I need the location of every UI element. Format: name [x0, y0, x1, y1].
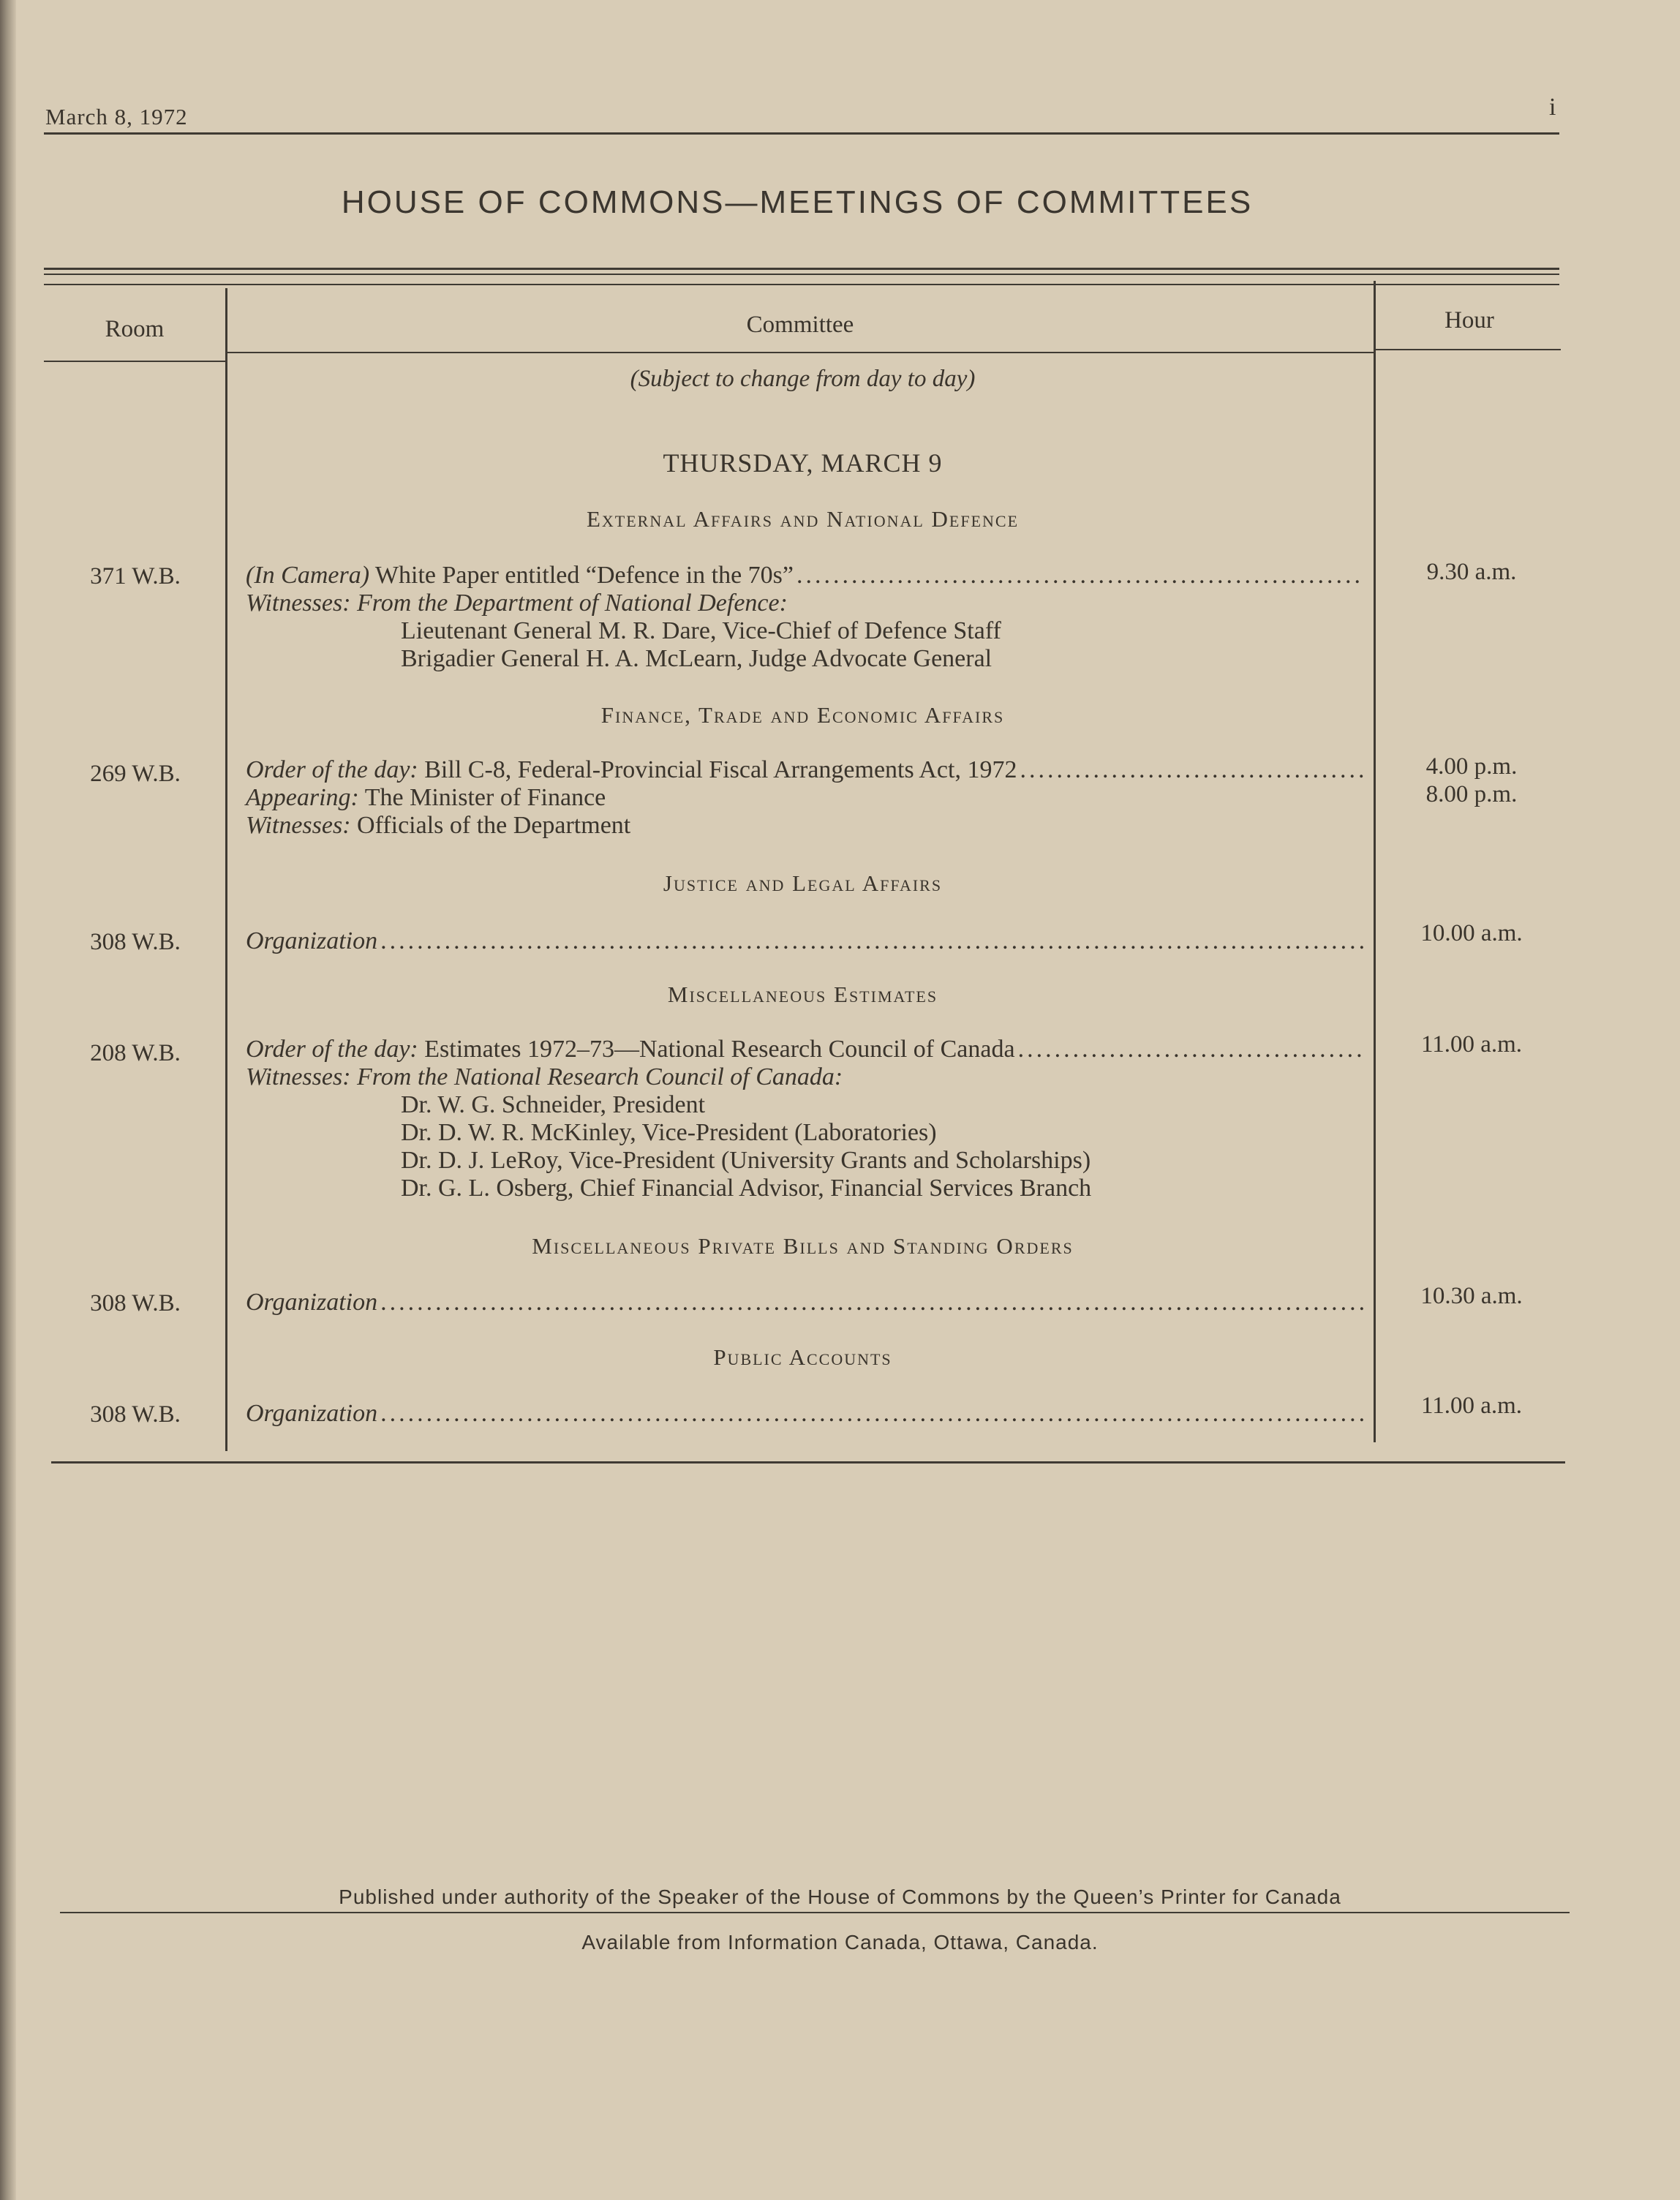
meeting-hour: 4.00 p.m.: [1425, 753, 1518, 780]
committee-entry: [246, 562, 1365, 673]
availability-note: Available from Information Canada, Ottawa, Canada.: [581, 1931, 1099, 1954]
table-top-rule: [44, 268, 1559, 270]
witness-name: Lieutenant General M. R. Dare, Vice-Chief of Defence Staff: [401, 617, 1001, 644]
meeting-hour: 10.30 a.m.: [1420, 1283, 1523, 1309]
header-rule: [44, 132, 1559, 135]
footer-rule: [60, 1912, 1570, 1913]
section-heading: Public Accounts: [713, 1344, 892, 1370]
room-number: 308 W.B.: [90, 1290, 181, 1316]
room-number: 208 W.B.: [90, 1040, 181, 1066]
entry-prefix: Organization: [246, 927, 378, 954]
publisher-note: Published under authority of the Speaker of the House of Commons by the Queen’s Printer for Canada: [339, 1886, 1341, 1908]
section-heading: Miscellaneous Private Bills and Standing Orders: [532, 1233, 1074, 1259]
table-top-rule-lower: [44, 284, 1559, 285]
meeting-hour: 11.00 a.m.: [1420, 1031, 1523, 1058]
committee-entry: [246, 1036, 1365, 1202]
room-number: 308 W.B.: [90, 929, 181, 955]
table-bottom-rule: [51, 1461, 1565, 1463]
meeting-hour: 11.00 a.m.: [1420, 1393, 1523, 1419]
header-date: March 8, 1972: [45, 104, 188, 129]
witness-name: Dr. D. W. R. McKinley, Vice-President (Laboratories): [401, 1119, 937, 1146]
entry-prefix: Order of the day:: [246, 756, 418, 783]
committee-header-rule: [227, 352, 1374, 353]
entry-text: Bill C-8, Federal-Provincial Fiscal Arrangements Act, 1972: [418, 756, 1017, 783]
witnesses-line: Witnesses: From the National Research Council of Canada:: [246, 1063, 843, 1090]
hour-header-rule: [1375, 349, 1561, 350]
page-title: HOUSE OF COMMONS—MEETINGS OF COMMITTEES: [341, 184, 1254, 220]
committee-entry: [246, 756, 1365, 840]
witness-name: Brigadier General H. A. McLearn, Judge Advocate General: [401, 645, 992, 672]
witnesses-line: Witnesses: From the Department of National Defence:: [246, 589, 788, 617]
table-top-rule-inner: [44, 274, 1559, 275]
room-header-rule: [44, 361, 225, 362]
page-number: i: [1549, 94, 1556, 121]
witnesses-line: Witnesses: Officials of the Department: [246, 812, 631, 839]
room-number: 308 W.B.: [90, 1401, 181, 1428]
witness-name: Dr. G. L. Osberg, Chief Financial Advisor, Financial Services Branch: [401, 1175, 1092, 1202]
room-number: 269 W.B.: [90, 761, 181, 787]
witness-name: Dr. D. J. LeRoy, Vice-President (University Grants and Scholarships): [401, 1147, 1091, 1174]
witness-name: Dr. W. G. Schneider, President: [401, 1091, 706, 1118]
column-header-hour: Hour: [1444, 307, 1494, 334]
column-header-committee: Committee: [746, 312, 854, 338]
section-heading: Finance, Trade and Economic Affairs: [600, 702, 1005, 728]
appearing-line: Appearing: The Minister of Finance: [246, 784, 606, 811]
page-binding-edge: [0, 0, 16, 2200]
entry-prefix: Organization: [246, 1289, 378, 1316]
entry-text: Estimates 1972–73—National Research Council of Canada: [418, 1036, 1015, 1063]
hour-column-divider: [1374, 281, 1376, 1442]
day-heading: THURSDAY, MARCH 9: [663, 448, 943, 478]
committee-entry: [246, 927, 1365, 955]
entry-prefix: (In Camera): [246, 562, 370, 589]
meeting-hour: 8.00 p.m.: [1425, 781, 1518, 807]
section-heading: Justice and Legal Affairs: [663, 870, 943, 896]
room-column-divider: [225, 288, 227, 1451]
committee-entry: [246, 1400, 1365, 1428]
section-heading: External Affairs and National Defence: [586, 506, 1020, 532]
committee-entry: [246, 1289, 1365, 1316]
entry-text: White Paper entitled “Defence in the 70s”: [369, 562, 794, 589]
meeting-hour: 10.00 a.m.: [1420, 920, 1523, 946]
meeting-hour: 9.30 a.m.: [1426, 559, 1517, 585]
column-header-room: Room: [105, 316, 165, 342]
room-number: 371 W.B.: [90, 563, 181, 589]
entry-prefix: Organization: [246, 1400, 378, 1427]
subject-note: (Subject to change from day to day): [630, 366, 976, 392]
section-heading: Miscellaneous Estimates: [667, 982, 938, 1007]
entry-prefix: Order of the day:: [246, 1036, 418, 1063]
